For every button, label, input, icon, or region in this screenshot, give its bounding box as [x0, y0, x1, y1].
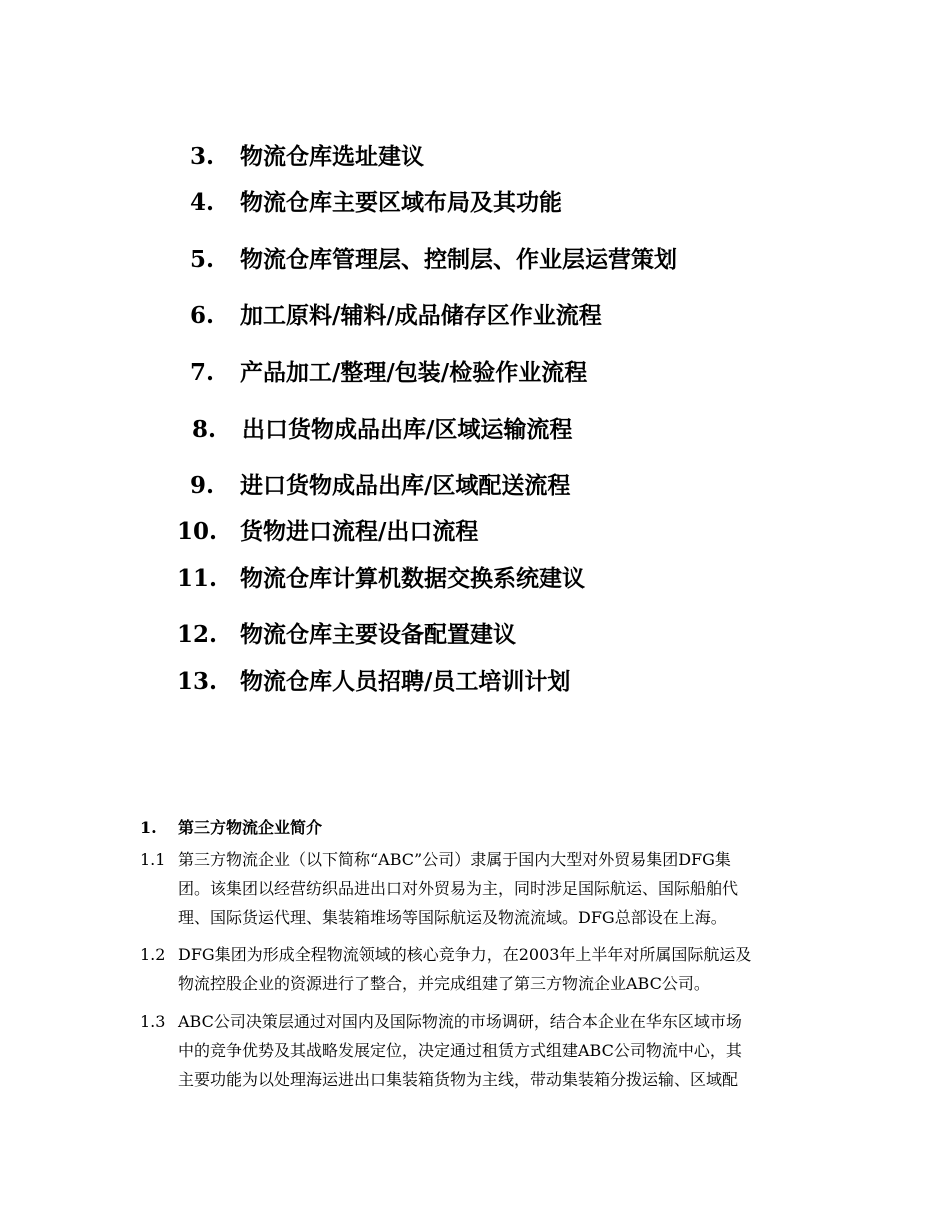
outline-text: 货物进口流程/出口流程 — [240, 518, 479, 545]
outline-text: 出口货物成品出库/区域运输流程 — [242, 416, 573, 443]
outline-number: 5. — [190, 246, 215, 273]
outline-number: 7. — [190, 359, 215, 386]
outline-text: 产品加工/整理/包装/检验作业流程 — [240, 359, 588, 386]
outline-number: 13. — [177, 668, 218, 695]
section-heading — [140, 815, 322, 841]
section-number: 1. — [140, 818, 157, 837]
outline-text: 物流仓库计算机数据交换系统建议 — [240, 565, 585, 592]
paragraph-line: 团。该集团以经营纺织品进出口对外贸易为主，同时涉足国际航运、国际船舶代 — [178, 879, 739, 898]
outline-text: 物流仓库管理层、控制层、作业层运营策划 — [240, 246, 677, 273]
paragraph-line: 物流控股企业的资源进行了整合，并完成组建了第三方物流企业ABC公司。 — [178, 974, 710, 993]
outline-number: 3. — [190, 143, 215, 170]
outline-text: 物流仓库人员招聘/员工培训计划 — [240, 668, 571, 695]
paragraph-line: ABC公司决策层通过对国内及国际物流的市场调研，结合本企业在华东区域市场 — [178, 1012, 742, 1031]
outline-number: 10. — [177, 518, 218, 545]
outline-number: 9. — [190, 472, 215, 499]
paragraph-line: DFG集团为形成全程物流领域的核心竞争力，在2003年上半年对所属国际航运及 — [178, 945, 752, 964]
outline-number: 4. — [190, 189, 215, 216]
outline-text: 物流仓库主要设备配置建议 — [240, 621, 516, 648]
section-title: 第三方物流企业简介 — [178, 818, 323, 837]
paragraph-line: 理、国际货运代理、集装箱堆场等国际航运及物流流域。DFG总部设在上海。 — [178, 908, 727, 927]
paragraph-1-1 — [140, 845, 840, 932]
outline-text: 物流仓库主要区域布局及其功能 — [240, 189, 562, 216]
paragraph-number: 1.1 — [140, 850, 166, 869]
outline-text: 加工原料/辅料/成品储存区作业流程 — [240, 302, 602, 329]
outline-text: 进口货物成品出库/区域配送流程 — [240, 472, 571, 499]
paragraph-line: 第三方物流企业（以下简称“ABC”公司）隶属于国内大型对外贸易集团DFG集 — [178, 850, 731, 869]
paragraph-number: 1.3 — [140, 1012, 166, 1031]
paragraph-line: 中的竞争优势及其战略发展定位，决定通过租赁方式组建ABC公司物流中心，其 — [178, 1041, 742, 1060]
paragraph-number: 1.2 — [140, 945, 166, 964]
paragraph-line: 主要功能为以处理海运进出口集装箱货物为主线，带动集装箱分拨运输、区域配 — [178, 1070, 739, 1089]
outline-text: 物流仓库选址建议 — [240, 143, 424, 170]
outline-number: 6. — [190, 302, 215, 329]
outline-number: 12. — [177, 621, 218, 648]
paragraph-1-3 — [140, 1007, 840, 1094]
paragraph-1-2 — [140, 940, 840, 998]
outline-number: 11. — [177, 565, 218, 592]
outline-number: 8. — [192, 416, 217, 443]
